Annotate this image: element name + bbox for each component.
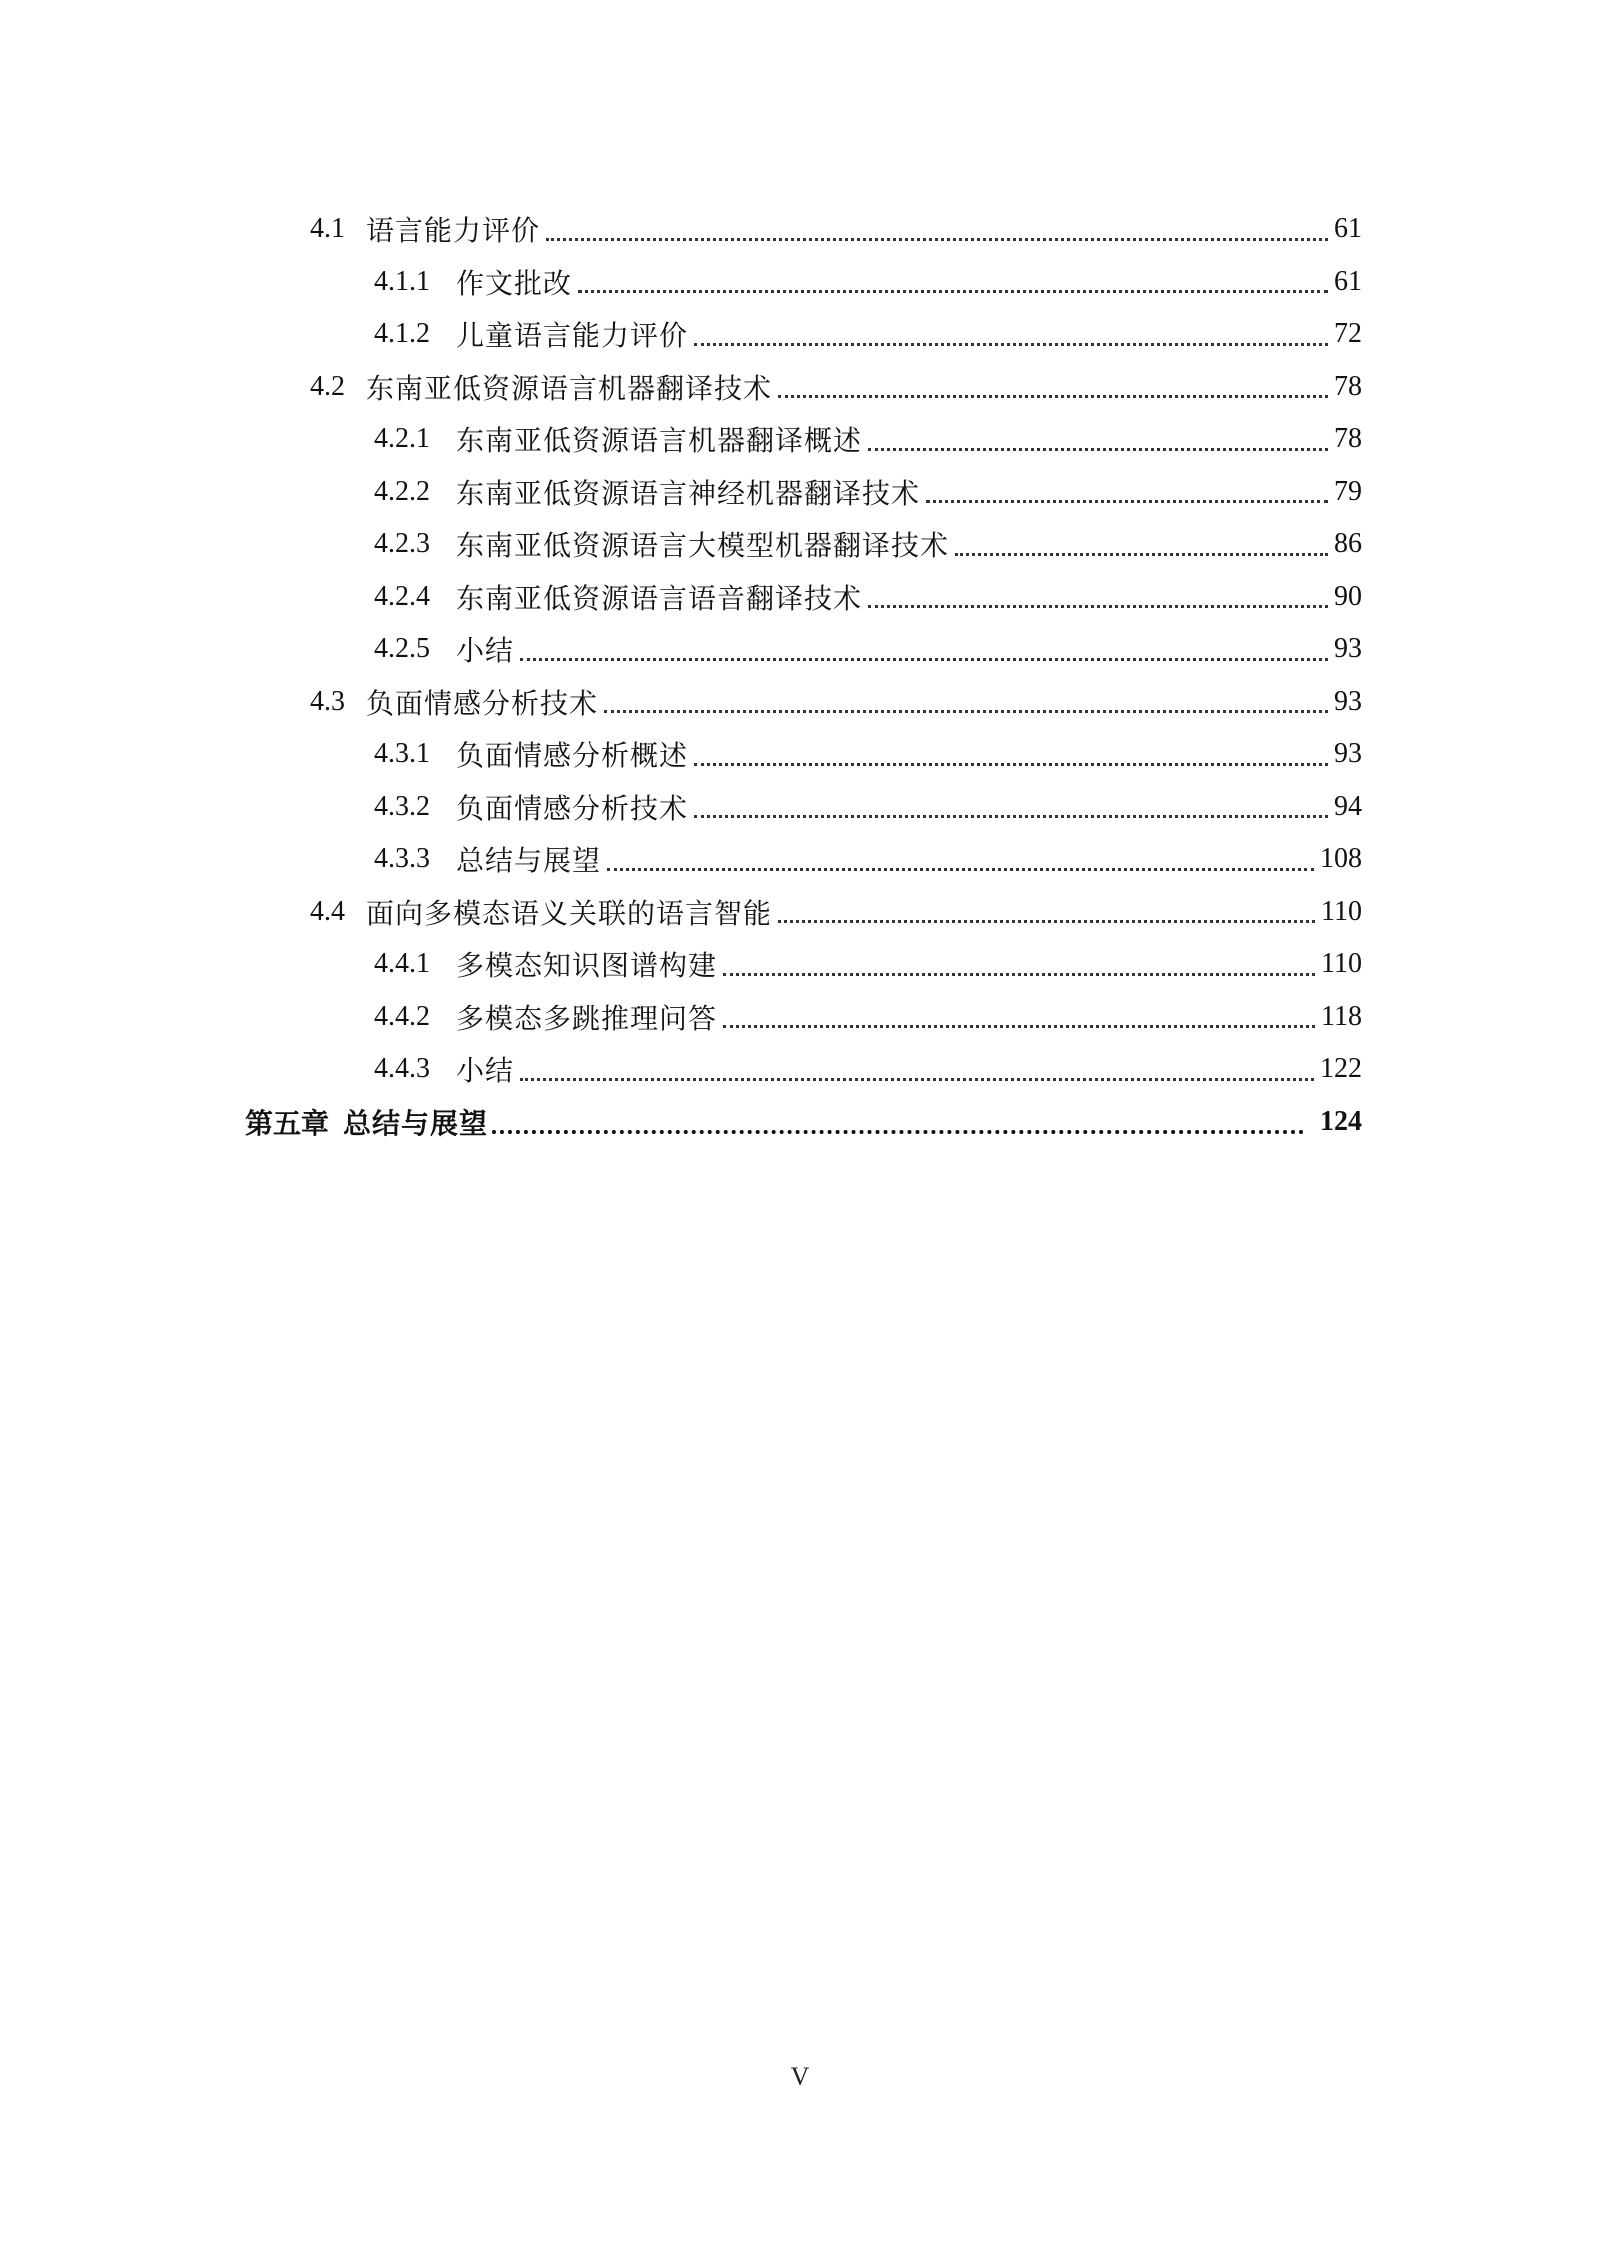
toc-dot-leader (868, 577, 1328, 608)
toc-dot-leader (778, 367, 1328, 398)
toc-entry[interactable] (374, 518, 1362, 570)
toc-entry-number: 4.2.2 (374, 475, 430, 507)
toc-entry[interactable] (374, 256, 1362, 308)
toc-entry-number: 4.2.1 (374, 423, 430, 454)
toc-entry[interactable] (310, 361, 1362, 413)
toc-entry[interactable] (374, 1043, 1362, 1095)
toc-dot-leader (694, 787, 1328, 818)
toc-entry-number: 4.2.5 (374, 633, 430, 664)
toc-entry-number: 4.3.1 (374, 738, 430, 769)
toc-dot-leader (607, 840, 1314, 871)
toc-entry[interactable] (374, 308, 1362, 360)
toc-dot-leader (578, 262, 1328, 293)
toc-entry[interactable] (374, 728, 1362, 780)
toc-entry-title: 负面情感分析概述 (456, 739, 689, 772)
toc-entry-title: 东南亚低资源语言神经机器翻译技术 (456, 476, 921, 510)
toc-dot-leader (520, 630, 1328, 661)
toc-entry-page: 93 (1334, 633, 1362, 664)
toc-dot-leader (694, 315, 1328, 346)
toc-entry[interactable] (374, 413, 1362, 465)
toc-entry[interactable] (374, 623, 1362, 675)
toc-entry-page: 86 (1334, 528, 1362, 559)
toc-entry-number: 4.2.3 (374, 528, 430, 559)
toc-entry-title: 作文批改 (456, 266, 573, 300)
toc-entry-page: 78 (1334, 370, 1362, 402)
toc-dot-leader (604, 682, 1328, 713)
toc-entry-page: 94 (1334, 790, 1362, 822)
toc-entry-title: 东南亚低资源语言大模型机器翻译技术 (456, 529, 950, 562)
toc-entry[interactable] (374, 938, 1362, 990)
toc-entry-number: 第五章 (245, 1108, 330, 1140)
toc-entry-page: 79 (1334, 475, 1362, 507)
toc-entry-number: 4.2 (310, 370, 345, 402)
toc-dot-leader (492, 1102, 1304, 1134)
toc-entry[interactable] (310, 886, 1362, 938)
toc-entry-number: 4.1 (310, 213, 345, 244)
toc-dot-leader (868, 420, 1328, 451)
toc-entry-page: 110 (1321, 948, 1362, 979)
toc-entry-number: 4.2.4 (374, 580, 430, 612)
toc-entry-title: 负面情感分析技术 (456, 791, 689, 825)
toc-entry[interactable] (374, 571, 1362, 623)
toc-entry-title: 总结与展望 (456, 844, 602, 877)
toc-entry-title: 小结 (456, 1054, 515, 1087)
toc-entry-title: 面向多模态语义关联的语言智能 (366, 896, 773, 930)
toc-dot-leader (723, 945, 1315, 976)
toc-entry-number: 4.1.1 (374, 265, 430, 297)
toc-entry-title: 东南亚低资源语言机器翻译技术 (366, 371, 773, 405)
toc-entry-page: 72 (1334, 318, 1362, 349)
toc-entry[interactable] (245, 1096, 1362, 1148)
toc-entry-title: 负面情感分析技术 (366, 686, 599, 720)
toc-entry-page: 124 (1320, 1105, 1362, 1137)
toc-dot-leader (546, 210, 1328, 241)
toc-entry-page: 110 (1321, 895, 1362, 927)
toc-entry-title: 东南亚低资源语言机器翻译概述 (456, 424, 863, 457)
toc-entry[interactable] (310, 203, 1362, 255)
toc-dot-leader (955, 525, 1328, 556)
toc-entry-page: 93 (1334, 738, 1362, 769)
toc-entry-number: 4.4.3 (374, 1053, 430, 1084)
toc-entry[interactable] (374, 781, 1362, 833)
toc-entry-number: 4.4.1 (374, 948, 430, 979)
toc-entry-page: 61 (1334, 213, 1362, 244)
toc-entry-page: 118 (1321, 1000, 1362, 1032)
toc-entry-page: 78 (1334, 423, 1362, 454)
toc-entry-page: 122 (1320, 1053, 1362, 1084)
toc-entry-page: 61 (1334, 265, 1362, 297)
toc-entry-page: 90 (1334, 580, 1362, 612)
toc-entry-title: 小结 (456, 634, 515, 667)
toc-entry-page: 93 (1334, 685, 1362, 717)
toc-entry-title: 多模态知识图谱构建 (456, 949, 718, 982)
toc-dot-leader (694, 735, 1328, 766)
toc-entry[interactable] (374, 991, 1362, 1043)
toc-entry-number: 4.3 (310, 685, 345, 717)
toc-dot-leader (723, 997, 1315, 1028)
toc-entry-number: 4.4 (310, 895, 345, 927)
toc-entry[interactable] (374, 466, 1362, 518)
toc-entry-number: 4.1.2 (374, 318, 430, 349)
toc-entry-title: 语言能力评价 (366, 214, 541, 247)
page-number: V (790, 2062, 810, 2091)
toc-entry[interactable] (310, 676, 1362, 728)
toc-entry-number: 4.3.2 (374, 790, 430, 822)
toc-entry-number: 4.3.3 (374, 843, 430, 874)
toc-entry-title: 总结与展望 (343, 1106, 489, 1140)
toc-entry[interactable] (374, 833, 1362, 885)
toc-dot-leader (926, 472, 1328, 503)
toc-dot-leader (778, 892, 1315, 923)
toc-entry-page: 108 (1320, 843, 1362, 874)
toc-entry-title: 儿童语言能力评价 (456, 319, 689, 352)
toc-entry-title: 东南亚低资源语言语音翻译技术 (456, 581, 863, 615)
toc-dot-leader (520, 1050, 1314, 1081)
toc-entry-title: 多模态多跳推理问答 (456, 1001, 718, 1035)
toc-entry-number: 4.4.2 (374, 1000, 430, 1032)
